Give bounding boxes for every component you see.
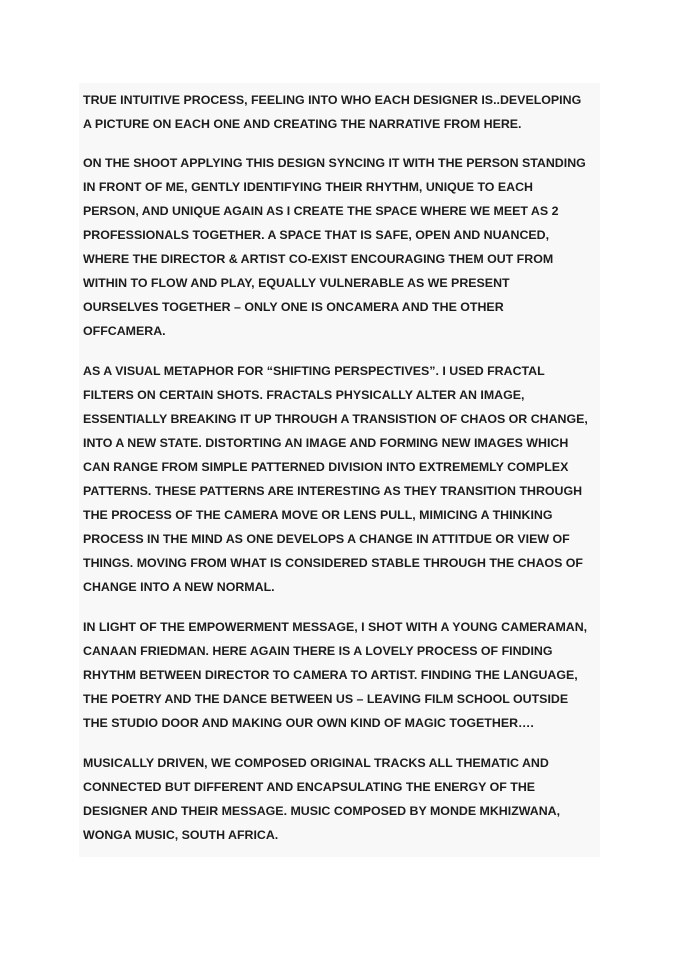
text-line: DESIGNER AND THEIR MESSAGE. MUSIC COMPOSED BY MONDE MKHIZWANA, [83,804,561,818]
text-line: THINGS. MOVING FROM WHAT IS CONSIDERED STABLE THROUGH THE CHAOS OF [83,556,583,570]
text-line: ON THE SHOOT APPLYING THIS DESIGN SYNCING IT WITH THE PERSON STANDING [83,156,586,170]
text-line: PERSON, AND UNIQUE AGAIN AS I CREATE THE SPACE WHERE WE MEET AS 2 [83,204,559,218]
text-line: OFFCAMERA. [83,324,166,338]
text-line: CANAAN FRIEDMAN. HERE AGAIN THERE IS A LOVELY PROCESS OF FINDING [83,644,553,658]
text-line: WHERE THE DIRECTOR & ARTIST CO-EXIST ENCOURAGING THEM OUT FROM [83,252,554,266]
text-line: RHYTHM BETWEEN DIRECTOR TO CAMERA TO ARTIST. FINDING THE LANGUAGE, [83,668,578,682]
text-line: PROFESSIONALS TOGETHER. A SPACE THAT IS SAFE, OPEN AND NUANCED, [83,228,550,242]
text-line: A PICTURE ON EACH ONE AND CREATING THE NARRATIVE FROM HERE. [83,117,522,131]
text-line: TRUE INTUITIVE PROCESS, FEELING INTO WHO EACH DESIGNER IS..DEVELOPING [83,93,582,107]
text-line: OURSELVES TOGETHER – ONLY ONE IS ONCAMERA AND THE OTHER [83,300,504,314]
text-line: WITHIN TO FLOW AND PLAY, EQUALLY VULNERABLE AS WE PRESENT [83,276,510,290]
paragraph-musically-driven [83,751,560,847]
text-line: WONGA MUSIC, SOUTH AFRICA. [83,828,279,842]
paragraph-intuitive-process [83,88,581,136]
text-line: PROCESS IN THE MIND AS ONE DEVELOPS A CHANGE IN ATTITDUE OR VIEW OF [83,532,570,546]
text-line: ESSENTIALLY BREAKING IT UP THROUGH A TRANSISTION OF CHAOS OR CHANGE, [83,412,588,426]
text-line: AS A VISUAL METAPHOR FOR “SHIFTING PERSPECTIVES”. I USED FRACTAL [83,364,545,378]
text-line: INTO A NEW STATE. DISTORTING AN IMAGE AND FORMING NEW IMAGES WHICH [83,436,569,450]
text-line: IN FRONT OF ME, GENTLY IDENTIFYING THEIR RHYTHM, UNIQUE TO EACH [83,180,533,194]
text-line: PATTERNS. THESE PATTERNS ARE INTERESTING AS THEY TRANSITION THROUGH [83,484,583,498]
text-line: CAN RANGE FROM SIMPLE PATTERNED DIVISION INTO EXTREMEMLY COMPLEX [83,460,569,474]
paragraph-empowerment-message [83,615,587,735]
text-line: THE STUDIO DOOR AND MAKING OUR OWN KIND OF MAGIC TOGETHER…. [83,716,534,730]
text-line: MUSICALLY DRIVEN, WE COMPOSED ORIGINAL TRACKS ALL THEMATIC AND [83,756,549,770]
text-line: IN LIGHT OF THE EMPOWERMENT MESSAGE, I SHOT WITH A YOUNG CAMERAMAN, [83,620,588,634]
text-line: THE PROCESS OF THE CAMERA MOVE OR LENS PULL, MIMICING A THINKING [83,508,553,522]
text-line: FILTERS ON CERTAIN SHOTS. FRACTALS PHYSICALLY ALTER AN IMAGE, [83,388,525,402]
paragraph-on-the-shoot [83,151,586,343]
text-line: CHANGE INTO A NEW NORMAL. [83,580,275,594]
text-line: CONNECTED BUT DIFFERENT AND ENCAPSULATING THE ENERGY OF THE [83,780,536,794]
paragraph-visual-metaphor [83,359,588,599]
text-line: THE POETRY AND THE DANCE BETWEEN US – LEAVING FILM SCHOOL OUTSIDE [83,692,569,706]
